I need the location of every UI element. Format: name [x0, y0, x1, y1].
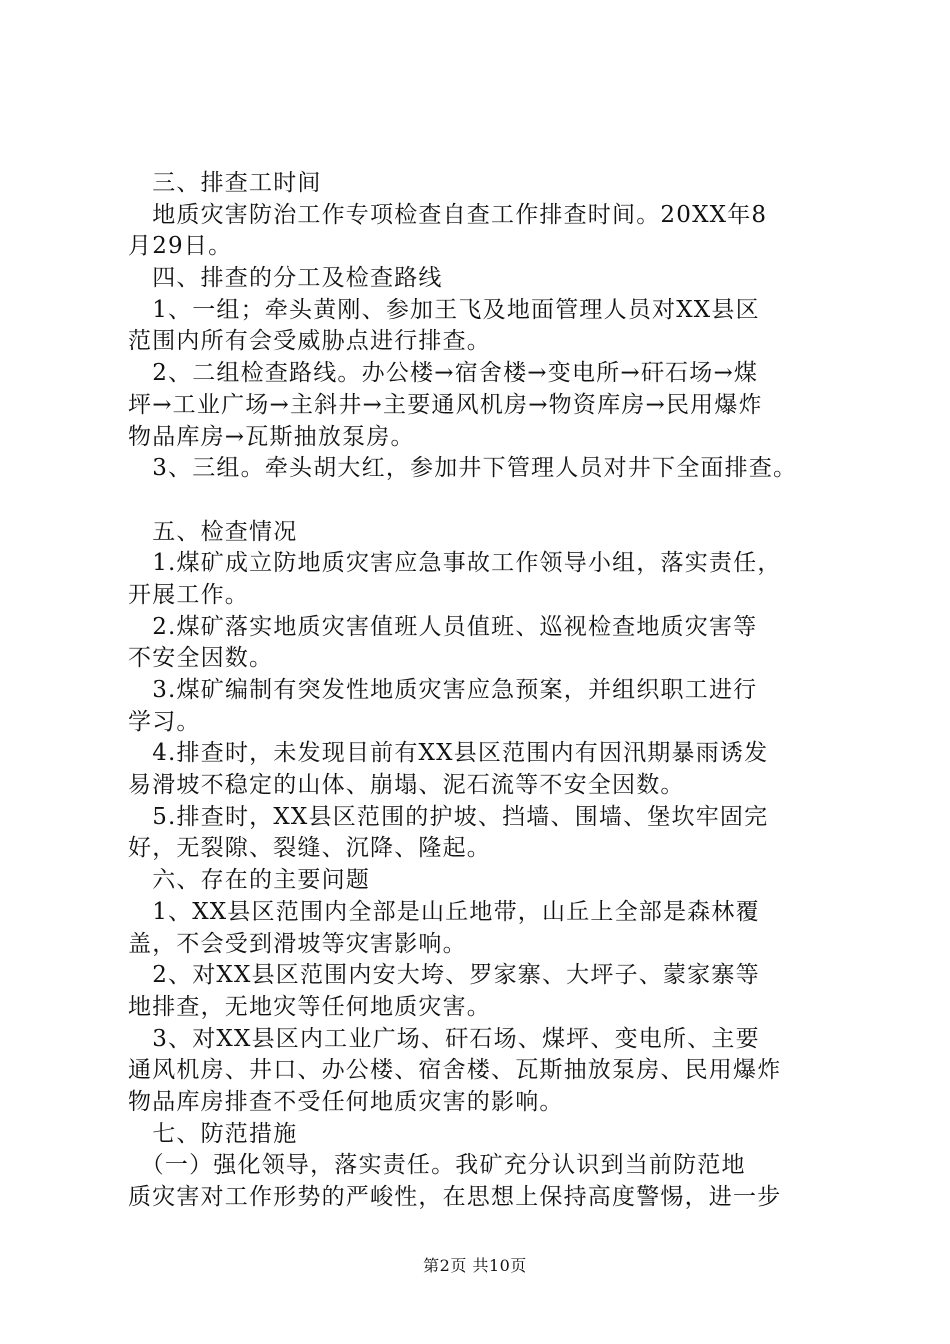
- text-line: 1.煤矿成立防地质灾害应急事故工作领导小组，落实责任，: [128, 550, 782, 577]
- text-line: 盖，不会受到滑坡等灾害影响。: [128, 930, 467, 957]
- text-line: 范围内所有会受威胁点进行排查。: [128, 328, 491, 355]
- text-line: 3.煤矿编制有突发性地质灾害应急预案，并组织职工进行: [128, 677, 758, 703]
- text-line: 2、对XX县区范围内安大垮、罗家寨、大坪子、蒙家寨等: [128, 962, 760, 989]
- text-line: 五、检查情况: [128, 518, 298, 545]
- text-line: 物品库房→瓦斯抽放泵房。: [128, 423, 415, 450]
- text-line: 不安全因数。: [128, 645, 274, 672]
- text-line: 地质灾害防治工作专项检查自查工作排查时间。20XX年8: [128, 201, 768, 228]
- text-line: 好，无裂隙、裂缝、沉降、隆起。: [128, 835, 491, 862]
- text-line: 质灾害对工作形势的严峻性，在思想上保持高度警惕，进一步: [128, 1184, 782, 1210]
- text-line: 坪→工业广场→主斜井→主要通风机房→物资库房→民用爆炸: [128, 391, 763, 418]
- text-line: 1、一组；牵头黄刚、参加王飞及地面管理人员对XX县区: [128, 296, 760, 323]
- text-line: 易滑坡不稳定的山体、崩塌、泥石流等不安全因数。: [128, 772, 685, 799]
- text-line: 地排查，无地灾等任何地质灾害。: [128, 993, 491, 1020]
- page-footer: 第2页 共10页: [423, 1256, 527, 1275]
- text-line: （一）强化领导，落实责任。我矿充分认识到当前防范地: [128, 1152, 746, 1179]
- text-line: 3、三组。牵头胡大红，参加井下管理人员对井下全面排查。: [128, 455, 798, 482]
- body-text: [128, 168, 848, 1214]
- text-line: 2、二组检查路线。办公楼→宿舍楼→变电所→矸石场→煤: [128, 360, 759, 387]
- text-line: 5.排查时，XX县区范围的护坡、挡墙、围墙、堡坎牢固完: [128, 803, 769, 830]
- text-line: 月29日。: [128, 233, 233, 260]
- text-line: 学习。: [128, 708, 201, 735]
- text-line: 三、排查工时间: [128, 170, 322, 196]
- text-line: 六、存在的主要问题: [128, 867, 370, 894]
- text-line: 1、XX县区范围内全部是山丘地带，山丘上全部是森林覆: [128, 898, 760, 925]
- text-line: 四、排查的分工及检查路线: [128, 265, 443, 292]
- text-line: 2.煤矿落实地质灾害值班人员值班、巡视检查地质灾害等: [128, 613, 758, 640]
- text-line: 通风机房、井口、办公楼、宿舍楼、瓦斯抽放泵房、民用爆炸: [128, 1057, 782, 1084]
- text-line: 物品库房排查不受任何地质灾害的影响。: [128, 1088, 564, 1115]
- blank-line: [128, 485, 848, 517]
- text-line: 开展工作。: [128, 581, 249, 608]
- text-line: 七、防范措施: [128, 1120, 298, 1147]
- text-line: 3、对XX县区内工业广场、矸石场、煤坪、变电所、主要: [128, 1025, 760, 1052]
- text-line: 4.排查时，未发现目前有XX县区范围内有因汛期暴雨诱发: [128, 740, 769, 767]
